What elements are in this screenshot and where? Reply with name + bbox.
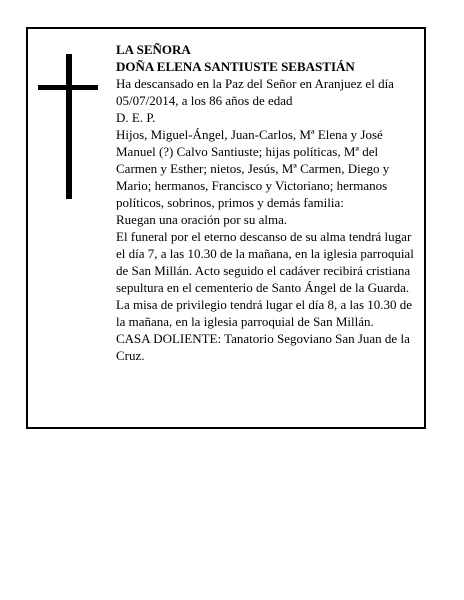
- cross-horizontal-bar: [38, 85, 98, 90]
- obituary-notice: [26, 27, 426, 429]
- dep-line: D. E. P.: [116, 110, 156, 125]
- deceased-name: DOÑA ELENA SANTIUSTE SEBASTIÁN: [116, 59, 355, 74]
- notice-header-title: LA SEÑORA: [116, 42, 191, 57]
- notice-text: [116, 41, 416, 364]
- prayer-request: Ruegan una oración por su alma.: [116, 212, 288, 227]
- death-info: Ha descansado en la Paz del Señor en Aranjuez el día 05/07/2014, a los 86 años de edad: [116, 76, 394, 108]
- cross-vertical-bar: [66, 54, 72, 199]
- funeral-details: El funeral por el eterno descanso de su alma tendrá lugar el día 7, a las 10.30 de la mañana, en la iglesia parroquial de San Millán. Acto seguido el cadáver recibirá cristiana sepultura en el cementerio de Santo Ángel de la Guarda. La misa de privilegio tendrá lugar el día 8, a las 10.30 de la mañana, en la iglesia parroquial de San Millán.: [116, 229, 414, 329]
- family-list: Hijos, Miguel-Ángel, Juan-Carlos, Mª Elena y José Manuel (?) Calvo Santiuste; hijas políticas, Mª del Carmen y Esther; nietos, Jesús, Mª Carmen, Diego y Mario; hermanos, Francisco y Victoriano; hermanos políticos, sobrinos, primos y demás familia:: [116, 127, 390, 210]
- cross-icon: [38, 54, 98, 199]
- funeral-home: CASA DOLIENTE: Tanatorio Segoviano San Juan de la Cruz.: [116, 331, 410, 363]
